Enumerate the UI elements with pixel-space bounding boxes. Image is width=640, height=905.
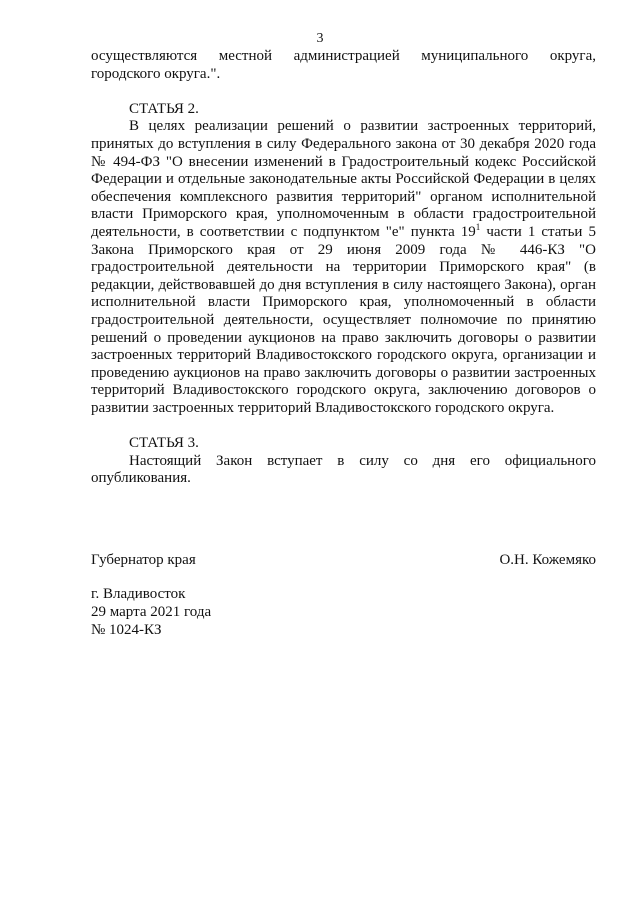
article-2-title: СТАТЬЯ 2. (129, 100, 199, 117)
article-3-title: СТАТЬЯ 3. (129, 435, 199, 452)
article-2-superscript: 1 (475, 221, 481, 232)
document-meta (91, 585, 211, 639)
signatory-role: Губернатор края (91, 552, 196, 568)
document-date: 29 марта 2021 года (91, 604, 212, 620)
page-number: 3 (316, 31, 324, 46)
spacer (91, 417, 596, 435)
document-city: г. Владивосток (91, 586, 186, 602)
document-number: № 1024-КЗ (91, 622, 162, 638)
previous-article-tail: осуществляются местной администрацией муниципального округа, городского округа.". (91, 48, 596, 82)
signatory-name: О.Н. Кожемяко (499, 552, 596, 568)
spacer (91, 83, 596, 101)
article-2-text (91, 118, 596, 417)
article-2-text-part1: В целях реализации решений о развитии застроенных территорий, принятых до вступления в силу Федерального закона от 30 декабря 2020 года № 494-ФЗ "О внесении изменений в Градостроительный кодекс Российской Федерации и отдельные законодательные акты Российской Федерации в целях обеспечения комплексного развития территорий" органом исполнительной власти Приморского края, уполномоченным в области градостроительной деятельности, в соответствии с подпунктом "е" пункта 19 (91, 118, 596, 240)
article-3-text: Настоящий Закон вступает в силу со дня его официального опубликования. (91, 452, 596, 487)
document-body (91, 48, 596, 488)
article-2-text-part2: части 1 статьи 5 Закона Приморского края от 29 июня 2009 года № 446-КЗ "О градостроительной деятельности на территории Приморского края" (в редакции, действовавшей до дня вступления в силу настоящего Закона), орган исполнительной власти Приморского края, уполномоченный в области градостроительной деятельности, осуществляет полномочие по принятию решений о проведении аукционов на право заключить договоры о развитии застроенных территорий Владивостокского городского округа, организации и проведению аукционов на право заключить договоры о развитии застроенных территорий Владивостокского городского округа, заключению договоров о развитии застроенных территорий Владивостокского городского округа. (91, 223, 596, 416)
